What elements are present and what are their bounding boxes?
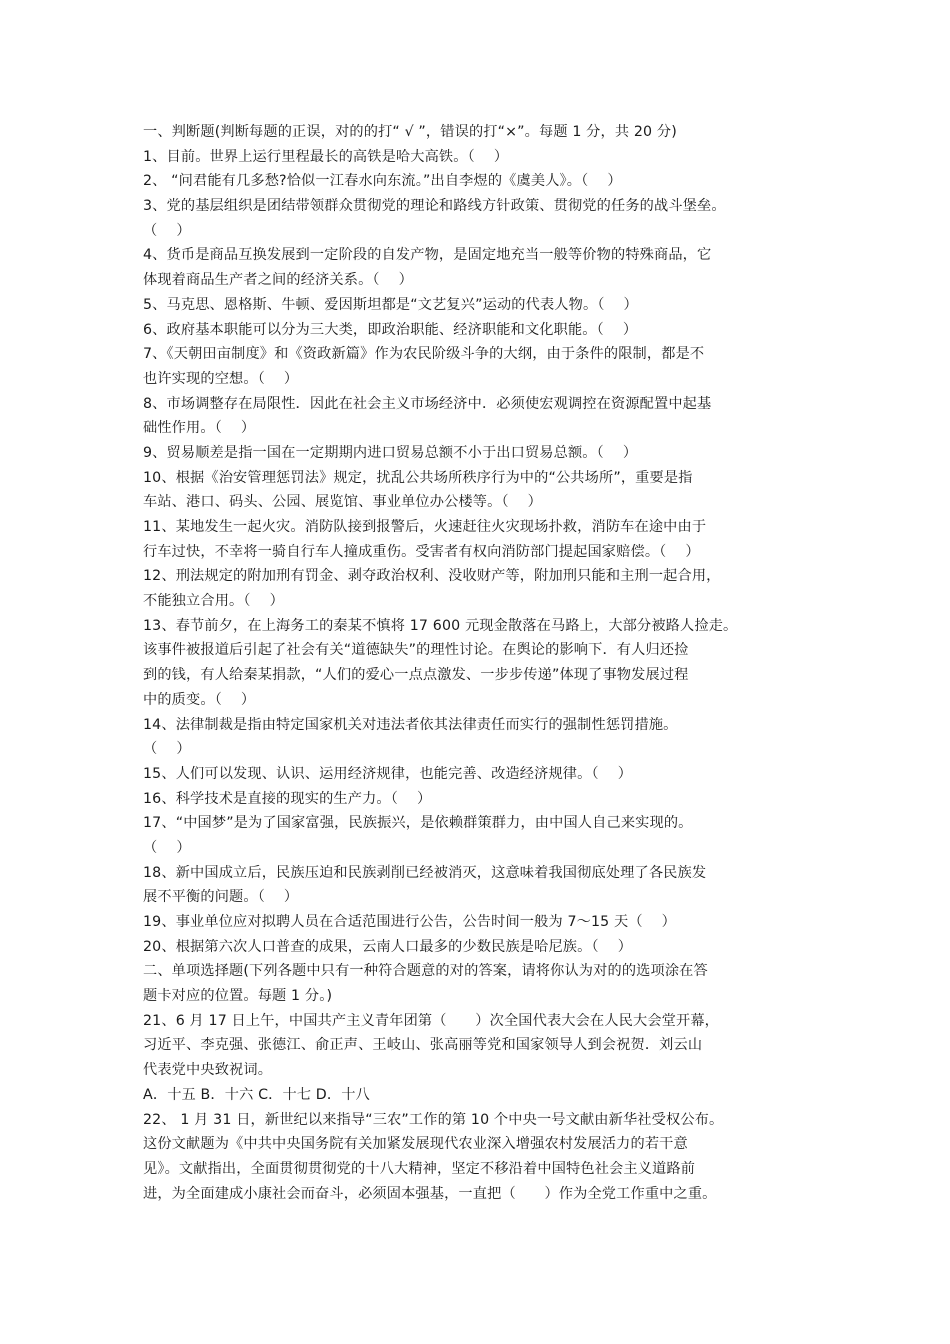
question-16: 16、科学技术是直接的现实的生产力。（ ） [143,790,432,807]
question-11-continued: 行车过快，不幸将一骑自行车人撞成重伤。受害者有权向消防部门提起国家赔偿。（ ） [143,543,700,560]
question-21-options: A．十五 B．十六 C．十七 D．十八 [143,1086,370,1103]
question-17-continued: （ ） [143,839,191,856]
question-4-continued: 体现着商品生产者之间的经济关系。（ ） [143,272,413,289]
question-3: 3、党的基层组织是团结带领群众贯彻党的理论和路线方针政策、贯彻党的任务的战斗堡垒。 [143,198,726,215]
question-12-continued: 不能独立合用。（ ） [143,593,284,610]
question-8-continued: 础性作用。（ ） [143,420,256,437]
question-7-continued: 也许实现的空想。（ ） [143,370,299,387]
question-17: 17、“中国梦”是为了国家富强，民族振兴，是依赖群策群力，由中国人自己来实现的。 [143,815,693,832]
question-9: 9、贸易顺差是指一国在一定期期内进口贸易总额不小于出口贸易总额。（ ） [143,444,638,461]
question-14-continued: （ ） [143,741,191,758]
question-20: 20、根据第六次人口普查的成果，云南人口最多的少数民族是哈尼族。（ ） [143,938,633,955]
section-heading-single-choice: 二、单项选择题(下列各题中只有一种符合题意的对的答案，请将你认为对的的选项涂在答 [143,963,708,980]
question-19: 19、事业单位应对拟聘人员在合适范围进行公告，公告时间一般为 7～15 天（ ） [143,914,677,930]
document-body [143,120,813,1206]
question-5: 5、马克思、恩格斯、牛顿、爱因斯坦都是“文艺复兴”运动的代表人物。（ ） [143,296,638,313]
question-7: 7、《天朝田亩制度》和《资政新篇》作为农民阶级斗争的大纲，由于条件的限制，都是不 [143,346,705,363]
question-18-continued: 展不平衡的问题。（ ） [143,889,299,906]
question-12: 12、刑法规定的附加刑有罚金、剥夺政治权利、没收财产等，附加刑只能和主刑一起合用， [143,568,721,585]
question-10-continued: 车站、港口、码头、公园、展览馆、事业单位办公楼等。（ ） [143,494,543,511]
question-21-continued-1: 习近平、李克强、张德江、俞正声、王岐山、张高丽等党和国家领导人到会祝贺．刘云山 [143,1037,703,1054]
question-13-continued-2: 到的钱，有人给秦某捐款，“人们的爱心一点点激发、一步步传递”体现了事物发展过程 [143,667,689,684]
question-22-continued-1: 这份文献题为《中共中央国务院有关加紧发展现代农业深入增强农村发展活力的若干意 [143,1136,688,1153]
question-8: 8、市场调整存在局限性．因此在社会主义市场经济中．必须使宏观调控在资源配置中起基 [143,395,712,412]
question-22-continued-3: 进，为全面建成小康社会而奋斗，必须固本强基，一直把（ ）作为全党工作重中之重。 [143,1185,717,1202]
question-22: 22、 1 月 31 日，新世纪以来指导“三农”工作的第 10 个中央一号文献由新华社受权公布。 [143,1111,724,1128]
question-4: 4、货币是商品互换发展到一定阶段的自发产物，是固定地充当一般等价物的特殊商品，它 [143,247,712,264]
question-13-continued-1: 该事件被报道后引起了社会有关“道德缺失”的理性讨论。在舆论的影响下．有人归还捡 [143,642,689,659]
question-21: 21、6 月 17 日上午，中国共产主义青年团第（ ）次全国代表大会在人民大会堂开幕， [143,1012,720,1029]
question-21-continued-2: 代表党中央致祝词。 [143,1062,273,1079]
question-10: 10、根据《治安管理惩罚法》规定，扰乱公共场所秩序行为中的“公共场所”，重要是指 [143,469,693,486]
question-22-continued-2: 见》。文献指出，全面贯彻贯彻党的十八大精神，坚定不移沿着中国特色社会主义道路前 [143,1160,696,1177]
question-11: 11、某地发生一起火灾。消防队接到报警后，火速赶往火灾现场扑救，消防车在途中由于 [143,519,707,535]
section-heading-true-false: 一、判断题(判断每题的正误，对的的打“ √ ”，错误的打“×”。每题 1 分，共 20 分) [143,124,677,140]
question-3-continued: （ ） [143,222,191,239]
question-13-continued-3: 中的质变。（ ） [143,691,256,708]
section-heading-single-choice-continued: 题卡对应的位置。每题 1 分。) [143,988,333,1005]
question-1: 1、目前。世界上运行里程最长的高铁是哈大高铁。（ ） [143,148,509,165]
question-18: 18、新中国成立后，民族压迫和民族剥削已经被消灭，这意味着我国彻底处理了各民族发 [143,864,707,881]
question-14: 14、法律制裁是指由特定国家机关对违法者依其法律责任而实行的强制性惩罚措施。 [143,716,678,733]
question-6: 6、政府基本职能可以分为三大类，即政治职能、经济职能和文化职能。（ ） [143,321,638,338]
question-15: 15、人们可以发现、认识、运用经济规律，也能完善、改造经济规律。（ ） [143,765,633,782]
question-13: 13、春节前夕，在上海务工的秦某不慎将 17 600 元现金散落在马路上，大部分被路人捡走。 [143,617,738,634]
question-2: 2、 “问君能有几多愁?恰似一江春水向东流。”出自李煜的《虞美人》。（ ） [143,173,622,190]
